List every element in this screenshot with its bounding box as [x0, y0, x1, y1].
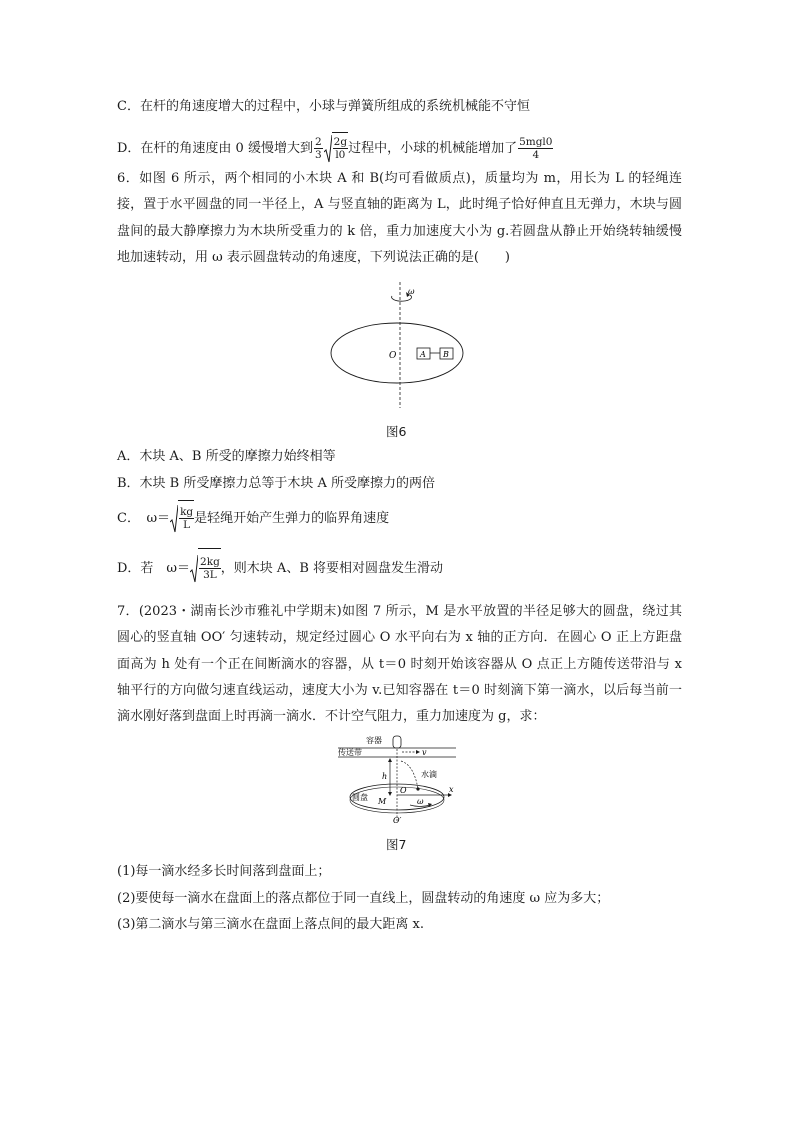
q6-option-c-sqrt	[170, 500, 194, 537]
q7-sub-3: (3)第二滴水与第三滴水在盘面上落点间的最大距离 x.	[117, 917, 425, 932]
radical-sign-icon	[170, 504, 178, 534]
q6-d-den: 3L	[203, 569, 217, 581]
q6-stem: 6．如图 6 所示，两个相同的小木块 A 和 B(均可看做质点)，质量均为 m，用长为 L 的轻绳连接，置于水平圆盘的同一半径上，A 与竖直轴的距离为 L，此时绳子恰好伸直且无弹力，木块与圆盘间的最大静摩擦力为木块所受重力的 k 倍，重力加速度大小为 g.若圆盘从静止开始绕转轴缓慢地加速转动，用 ω 表示圆盘转动的角速度，下列说法正确的是( )	[117, 171, 682, 265]
q6-option-d-sqrt	[190, 548, 221, 589]
height-arrowhead-top-icon	[388, 758, 392, 762]
q6-option-d-suffix: ，则木块 A、B 将要相对圆盘发生滑动	[220, 561, 444, 576]
q7-sub-1: (1)每一滴水经多长时间落到盘面上；	[117, 864, 331, 879]
q7-stem: 7．(2023・湖南长沙市雅礼中学期末)如图 7 所示，M 是水平放置的半径足够大的圆盘，绕过其圆心的竖直轴 OO′ 匀速转动，规定经过圆心 O 水平向右为 x 轴的正方向．在圆心 O 正上方距盘面高为 h 处有一个正在间断滴水的容器，从 t＝0 时刻开始该容器从 O 点正上方随传送带沿与 x 轴平行的方向做匀速直线运动，速度大小为 v.已知容器在 t＝0 时刻滴下第一滴水，以后每当前一滴水刚好落到盘面上时再滴一滴水．不计空气阻力，重力加速度为 g，求：	[117, 604, 682, 725]
container-icon	[393, 736, 401, 748]
q5-option-d-mid: 过程中，小球的机械能增加了	[348, 141, 518, 156]
fig7-drop-label: 水滴	[421, 770, 437, 779]
fig7-belt-label: 传送带	[338, 748, 362, 757]
q5-option-d-prefix: D．在杆的角速度由 0 缓慢增大到	[117, 141, 313, 156]
q6-option-c-suffix: 是轻绳开始产生弹力的临界角速度	[194, 511, 390, 526]
fig7-axis-bottom-label: O′	[393, 816, 402, 825]
radical-sign-icon	[324, 134, 332, 164]
q5-energy-frac	[518, 136, 553, 161]
radical-sign-icon	[190, 554, 198, 584]
q6-option-c-prefix: C． ω＝	[117, 511, 171, 526]
q6-d-num: 2kg	[200, 556, 220, 568]
q6-option-b: B．木块 B 所受摩擦力总等于木块 A 所受摩擦力的两倍	[117, 476, 436, 491]
fig7-disk-label: 圆盘	[352, 793, 368, 802]
q5-energy-num: 5mgl0	[519, 136, 553, 148]
figure-6	[330, 282, 470, 412]
fig7-x-label: x	[449, 785, 454, 794]
q6-c-den: L	[183, 519, 191, 531]
fig6-center-label: O	[389, 351, 397, 361]
fig7-h-label: h	[382, 772, 388, 781]
q5-rad-num: 2g	[333, 136, 348, 148]
q5-coef-den: 3	[314, 149, 322, 161]
height-arrowhead-bottom-icon	[388, 792, 392, 796]
figure-6-caption: 图6	[386, 424, 407, 439]
q6-option-a: A．木块 A、B 所受的摩擦力始终相等	[117, 449, 336, 464]
figure-7-caption: 图7	[386, 837, 407, 852]
q5-option-c: C．在杆的角速度增大的过程中，小球与弹簧所组成的系统机械能不守恒	[117, 99, 530, 114]
q5-rad-den: l0	[335, 149, 346, 161]
q5-option-d	[117, 132, 554, 164]
q7-sub-2: (2)要使每一滴水在盘面上的落点都位于同一直线上，圆盘转动的角速度 ω 应为多大；	[117, 891, 610, 906]
q5-energy-den: 4	[532, 149, 540, 161]
figure-7	[338, 735, 463, 825]
fig7-container-label: 容器	[366, 736, 382, 745]
q5-option-d-coef	[314, 136, 323, 161]
fig7-center-label: O	[400, 786, 407, 795]
q5-sqrt	[324, 132, 348, 165]
q6-c-num: kg	[180, 506, 194, 518]
fig7-m-label: M	[378, 797, 387, 806]
velocity-arrowhead-icon	[416, 750, 420, 754]
fig6-block-b-label: B	[443, 350, 449, 359]
fig6-block-a-label: A	[420, 350, 426, 359]
fig6-omega: ω	[408, 287, 415, 296]
q6-option-d	[117, 548, 443, 588]
q5-coef-num: 2	[314, 136, 322, 148]
fig7-omega-label: ω	[417, 797, 424, 806]
fig7-v-label: v	[422, 748, 427, 757]
q6-option-c	[117, 500, 389, 536]
q6-option-d-prefix: D．若 ω＝	[117, 561, 191, 576]
